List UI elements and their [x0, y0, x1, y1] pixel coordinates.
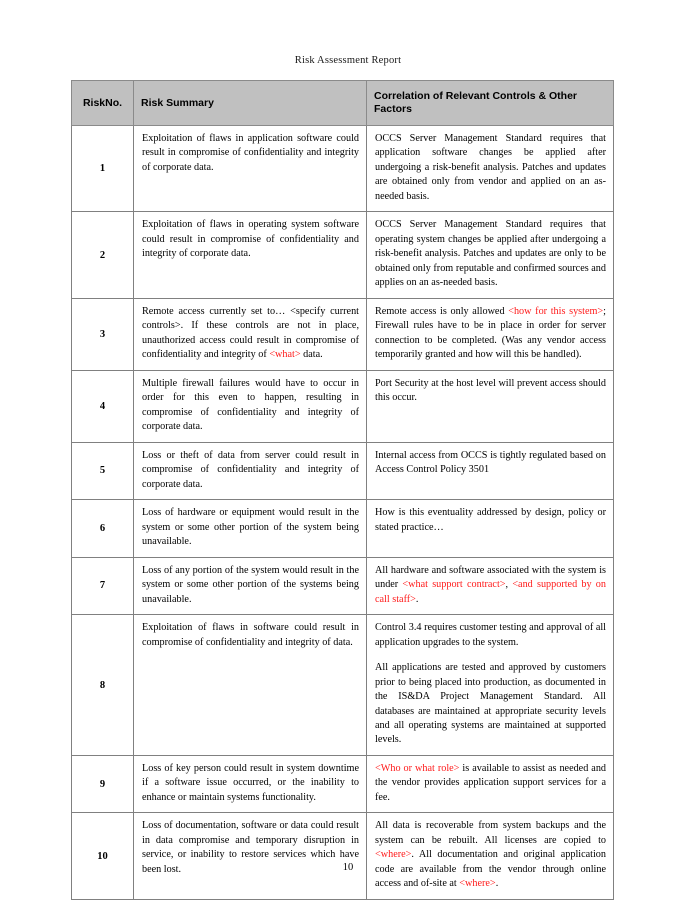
risk-number-cell: 1: [72, 126, 134, 212]
table-body: [72, 126, 614, 900]
risk-summary-cell: Loss or theft of data from server could result in compromise of confidentiality and integrity of corporate data.: [134, 442, 367, 499]
risk-number-cell: 3: [72, 298, 134, 370]
correlation-cell: <Who or what role> is available to assist as needed and the vendor provides application support services for a fee.: [367, 755, 614, 812]
correlation-cell: OCCS Server Management Standard requires that application software changes be applied after undergoing a risk-benefit analysis. Patches and updates are obtained only from vendor and applied on an as-needed basis.: [367, 126, 614, 212]
table-row: [72, 298, 614, 370]
correlation-cell: Remote access is only allowed <how for this system>; Firewall rules have to be in place in order for server connection to be completed. (Was any vendor access temporarily granted and how will this be handled).: [367, 298, 614, 370]
table-row: [72, 755, 614, 812]
risk-number-cell: 2: [72, 212, 134, 298]
table-row: [72, 500, 614, 557]
table-row: [72, 442, 614, 499]
risk-number-cell: 10: [72, 813, 134, 899]
table-row: [72, 212, 614, 298]
correlation-cell: All hardware and software associated with the system is under <what support contract>, <and supported by on call staff>.: [367, 557, 614, 614]
correlation-cell: Internal access from OCCS is tightly regulated based on Access Control Policy 3501: [367, 442, 614, 499]
table-row: [72, 126, 614, 212]
correlation-cell: Control 3.4 requires customer testing and approval of all application upgrades to the system. All applications are tested and approved by customers prior to being placed into production, as documented in the IS&DA Project Management Standard. All databases are maintained at appropriate security levels and all operating systems are maintained at supported levels.: [367, 615, 614, 756]
risk-summary-cell: Multiple firewall failures would have to occur in order for this even to happen, resulting in compromise of confidentiality and integrity of corporate data.: [134, 370, 367, 442]
risk-summary-cell: Loss of documentation, software or data could result in data compromise and temporary disruption in service, or inability to restore services which have been lost.: [134, 813, 367, 899]
risk-number-cell: 7: [72, 557, 134, 614]
correlation-cell: All data is recoverable from system backups and the system can be rebuilt. All licenses are copied to <where>. All documentation and original application code are available from the vendor through online access and of-site at <where>.: [367, 813, 614, 899]
risk-summary-cell: Remote access currently set to… <specify current controls>. If these controls are not in place, unauthorized access could result in compromise of confidentiality and integrity of <what> data.: [134, 298, 367, 370]
table-header-row: [72, 81, 614, 126]
risk-number-cell: 5: [72, 442, 134, 499]
correlation-cell: OCCS Server Management Standard requires that operating system changes be applied after undergoing a risk-benefit analysis. Patches and updates are only to be obtained only from reputable and confirmed sources and applies on an as-needed basis.: [367, 212, 614, 298]
column-header-risk-summary: Risk Summary: [134, 81, 367, 126]
table-row: [72, 370, 614, 442]
column-header-risk-no: RiskNo.: [72, 81, 134, 126]
table-row: [72, 813, 614, 899]
correlation-cell: Port Security at the host level will prevent access should this occur.: [367, 370, 614, 442]
page-number: 10: [342, 862, 354, 873]
page-title: Risk Assessment Report: [294, 55, 402, 66]
table-row: [72, 557, 614, 614]
correlation-cell: How is this eventuality addressed by design, policy or stated practice…: [367, 500, 614, 557]
risk-number-cell: 4: [72, 370, 134, 442]
risk-number-cell: 6: [72, 500, 134, 557]
risk-summary-cell: Exploitation of flaws in operating system software could result in compromise of confidentiality and integrity of corporate data.: [134, 212, 367, 298]
risk-summary-cell: Loss of any portion of the system would result in the system or some other portion of the systems being unavailable.: [134, 557, 367, 614]
risk-number-cell: 8: [72, 615, 134, 756]
risk-assessment-table: [71, 80, 614, 900]
risk-summary-cell: Exploitation of flaws in software could result in compromise of confidentiality and integrity of data.: [134, 615, 367, 756]
risk-summary-cell: Exploitation of flaws in application software could result in compromise of confidentiality and integrity of corporate data.: [134, 126, 367, 212]
column-header-correlation: Correlation of Relevant Controls & Other Factors: [367, 81, 614, 126]
risk-number-cell: 9: [72, 755, 134, 812]
risk-summary-cell: Loss of key person could result in system downtime if a software issue occurred, or the inability to enhance or maintain systems functionality.: [134, 755, 367, 812]
table-row: [72, 615, 614, 756]
risk-summary-cell: Loss of hardware or equipment would result in the system or some other portion of the system being unavailable.: [134, 500, 367, 557]
